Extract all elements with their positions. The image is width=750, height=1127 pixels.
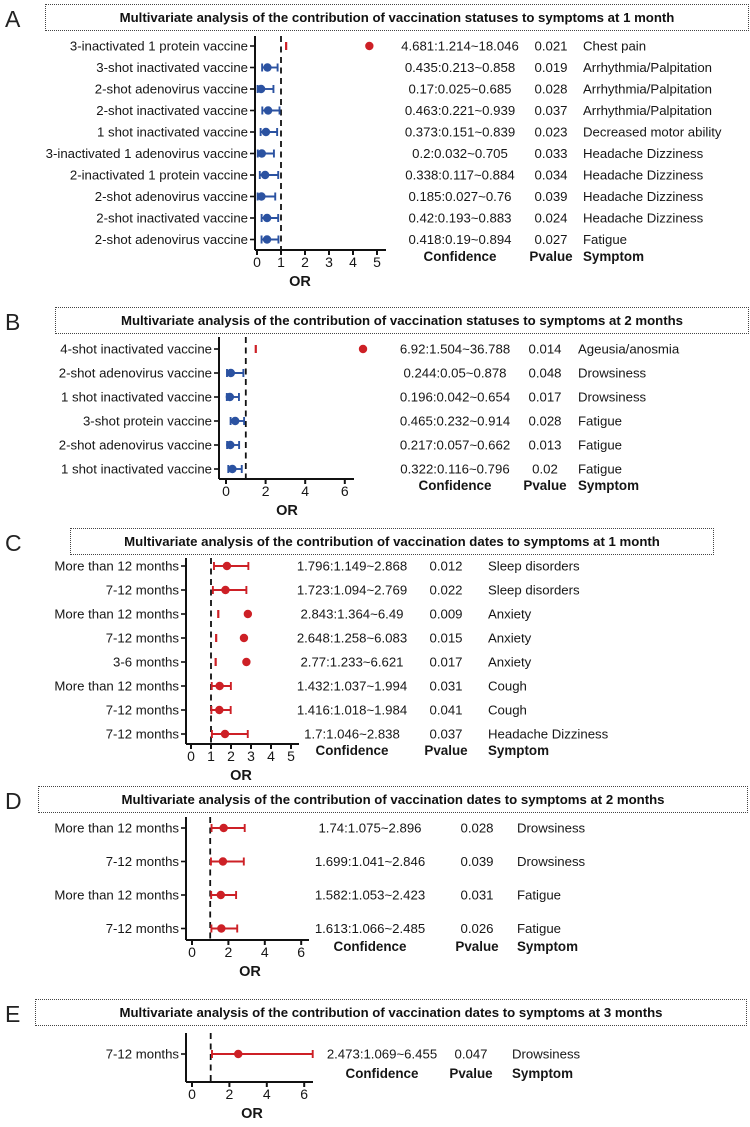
- forest-plot-A: [0, 4, 750, 306]
- symptom-value: Fatigue: [517, 921, 561, 936]
- row-label: 3-shot protein vaccine: [82, 413, 212, 429]
- confidence-value: 0.418:0.19~0.894: [408, 232, 512, 247]
- x-axis-tick-label: 4: [260, 944, 269, 960]
- symptom-value: Anxiety: [488, 630, 532, 646]
- pvalue-value: 0.037: [429, 726, 463, 742]
- confidence-value: 1.613:1.066~2.485: [314, 921, 426, 936]
- or-point: [221, 586, 229, 594]
- pvalue-value: 0.023: [534, 124, 568, 140]
- or-point: [257, 192, 265, 200]
- confidence-value: 2.843:1.364~6.49: [300, 606, 404, 622]
- confidence-value: 4.681:1.214~18.046: [401, 38, 519, 54]
- symptom-value: Drowsiness: [517, 820, 586, 836]
- symptom-value: Fatigue: [583, 232, 627, 247]
- or-point: [226, 441, 234, 449]
- row-label: More than 12 months: [54, 887, 179, 903]
- row-label: 2-shot adenovirus vaccine: [94, 81, 248, 97]
- column-header-confidence: Confidence: [315, 743, 389, 758]
- pvalue-value: 0.022: [429, 582, 463, 598]
- row-label: 3-inactivated 1 adenovirus vaccine: [45, 146, 248, 161]
- row-label: 4-shot inactivated vaccine: [60, 341, 212, 357]
- row-label: 2-shot adenovirus vaccine: [58, 437, 212, 453]
- pvalue-value: 0.02: [532, 461, 558, 477]
- pvalue-value: 0.031: [460, 887, 494, 903]
- or-point: [226, 393, 234, 401]
- x-axis-tick-label: 2: [227, 748, 235, 764]
- or-point: [263, 214, 271, 222]
- confidence-value: 6.92:1.504~36.788: [399, 341, 511, 357]
- confidence-value: 1.416:1.018~1.984: [296, 702, 408, 718]
- row-label: 7-12 months: [105, 702, 179, 718]
- x-axis-tick-label: 0: [188, 944, 196, 960]
- symptom-value: Drowsiness: [578, 365, 647, 381]
- symptom-value: Headache Dizziness: [583, 189, 704, 204]
- pvalue-value: 0.037: [534, 103, 568, 118]
- row-label: More than 12 months: [54, 558, 179, 574]
- x-axis-title: OR: [276, 503, 298, 519]
- symptom-value: Ageusia/anosmia: [578, 341, 680, 357]
- or-point: [263, 63, 271, 71]
- or-point: [219, 824, 227, 832]
- or-point: [257, 85, 265, 93]
- confidence-value: 1.432:1.037~1.994: [296, 678, 408, 694]
- forest-plot-B: [0, 307, 750, 521]
- x-axis-tick-label: 3: [325, 254, 333, 270]
- x-axis-tick-label: 4: [301, 483, 310, 499]
- symptom-value: Drowsiness: [512, 1046, 581, 1062]
- x-axis-tick-label: 4: [267, 748, 275, 764]
- pvalue-value: 0.019: [534, 60, 568, 75]
- symptom-value: Headache Dizziness: [488, 726, 609, 742]
- row-label: 3-shot inactivated vaccine: [96, 60, 248, 75]
- row-label: 2-shot inactivated vaccine: [96, 103, 248, 118]
- symptom-value: Headache Dizziness: [583, 146, 704, 161]
- symptom-value: Chest pain: [583, 38, 647, 54]
- x-axis-tick-label: 6: [300, 1086, 309, 1102]
- symptom-value: Cough: [488, 702, 527, 718]
- x-axis-tick-label: 5: [287, 748, 295, 764]
- column-header-symptom: Symptom: [512, 1066, 574, 1081]
- x-axis-tick-label: 6: [340, 483, 349, 499]
- or-point: [242, 658, 250, 666]
- symptom-value: Anxiety: [488, 606, 532, 622]
- row-label: 2-shot inactivated vaccine: [96, 210, 248, 226]
- confidence-value: 1.582:1.053~2.423: [314, 887, 426, 903]
- panel-letter-C: C: [5, 530, 22, 556]
- confidence-value: 2.473:1.069~6.455: [326, 1046, 438, 1062]
- panel-title-D: Multivariate analysis of the contribution of vaccination dates to symptoms at 2 months: [121, 792, 665, 807]
- x-axis-title: OR: [289, 274, 311, 290]
- confidence-value: 0.185:0.027~0.76: [408, 189, 512, 204]
- pvalue-value: 0.039: [460, 854, 494, 869]
- row-label: 7-12 months: [105, 1046, 179, 1062]
- confidence-value: 0.373:0.151~0.839: [404, 124, 516, 140]
- x-axis-tick-label: 0: [253, 254, 261, 270]
- row-label: 2-shot adenovirus vaccine: [94, 189, 248, 204]
- x-axis-tick-label: 0: [187, 748, 195, 764]
- x-axis-tick-label: 1: [277, 254, 285, 270]
- x-axis-tick-label: 2: [301, 254, 309, 270]
- panel-title-A: Multivariate analysis of the contribution of vaccination statuses to symptoms at 1 month: [119, 10, 675, 25]
- pvalue-value: 0.009: [429, 606, 463, 622]
- or-point: [215, 706, 223, 714]
- row-label: 2-shot adenovirus vaccine: [58, 365, 212, 381]
- x-axis-tick-label: 2: [261, 483, 270, 499]
- row-label: 1 shot inactivated vaccine: [60, 389, 212, 405]
- row-label: 3-inactivated 1 protein vaccine: [69, 38, 248, 54]
- column-header-symptom: Symptom: [517, 939, 579, 954]
- panel-title-B: Multivariate analysis of the contribution of vaccination statuses to symptoms at 2 months: [120, 313, 684, 328]
- pvalue-value: 0.028: [534, 81, 568, 97]
- or-point: [234, 1050, 242, 1058]
- symptom-value: Cough: [488, 678, 527, 694]
- confidence-value: 0.42:0.193~0.883: [408, 210, 512, 226]
- pvalue-value: 0.021: [534, 38, 568, 54]
- pvalue-value: 0.028: [460, 820, 494, 836]
- column-header-symptom: Symptom: [583, 249, 645, 264]
- panel-title-C: Multivariate analysis of the contribution of vaccination dates to symptoms at 1 month: [124, 534, 660, 549]
- symptom-value: Headache Dizziness: [583, 167, 704, 183]
- row-label: More than 12 months: [54, 820, 179, 836]
- pvalue-value: 0.039: [534, 189, 568, 204]
- column-header-confidence: Confidence: [333, 939, 407, 954]
- symptom-value: Drowsiness: [517, 854, 586, 869]
- confidence-value: 0.463:0.221~0.939: [404, 103, 516, 118]
- column-header-symptom: Symptom: [578, 478, 640, 493]
- symptom-value: Decreased motor ability: [583, 124, 722, 140]
- forest-plot-D: [0, 786, 750, 1004]
- row-label: 7-12 months: [105, 921, 179, 936]
- pvalue-value: 0.012: [429, 558, 463, 574]
- or-point: [365, 42, 373, 50]
- row-label: More than 12 months: [54, 606, 179, 622]
- x-axis-tick-label: 4: [262, 1086, 271, 1102]
- confidence-value: 1.74:1.075~2.896: [318, 820, 422, 836]
- pvalue-value: 0.047: [454, 1046, 488, 1062]
- symptom-value: Arrhythmia/Palpitation: [583, 81, 713, 97]
- pvalue-value: 0.024: [534, 210, 568, 226]
- symptom-value: Fatigue: [578, 413, 622, 429]
- column-header-pvalue: Pvalue: [455, 939, 499, 954]
- panel-E: [0, 999, 750, 1127]
- pvalue-value: 0.015: [429, 630, 463, 646]
- x-axis-tick-label: 0: [222, 483, 230, 499]
- panel-letter-E: E: [5, 1001, 21, 1027]
- column-header-pvalue: Pvalue: [449, 1066, 493, 1081]
- column-header-confidence: Confidence: [418, 478, 492, 493]
- row-label: 1 shot inactivated vaccine: [60, 461, 212, 477]
- pvalue-value: 0.041: [429, 702, 463, 718]
- or-point: [263, 235, 271, 243]
- or-point: [227, 369, 235, 377]
- row-label: 1 shot inactivated vaccine: [96, 124, 248, 140]
- symptom-value: Anxiety: [488, 654, 532, 670]
- panel-D: [0, 786, 750, 1004]
- confidence-value: 1.699:1.041~2.846: [314, 854, 426, 869]
- x-axis-tick-label: 5: [373, 254, 381, 270]
- pvalue-value: 0.027: [534, 232, 568, 247]
- confidence-value: 1.7:1.046~2.838: [304, 726, 400, 742]
- panel-title-E: Multivariate analysis of the contribution of vaccination dates to symptoms at 3 months: [119, 1005, 663, 1020]
- symptom-value: Fatigue: [517, 887, 561, 903]
- confidence-value: 0.2:0.032~0.705: [412, 146, 508, 161]
- forest-plot-C: [0, 528, 750, 788]
- or-point: [217, 924, 225, 932]
- panel-letter-B: B: [5, 309, 21, 335]
- symptom-value: Drowsiness: [578, 389, 647, 405]
- confidence-value: 0.322:0.116~0.796: [400, 461, 510, 477]
- symptom-value: Sleep disorders: [488, 558, 580, 574]
- row-label: 7-12 months: [105, 726, 179, 742]
- x-axis-tick-label: 1: [207, 748, 215, 764]
- x-axis-title: OR: [230, 768, 252, 784]
- or-point: [221, 730, 229, 738]
- row-label: 2-shot adenovirus vaccine: [94, 232, 248, 247]
- row-label: 7-12 months: [105, 582, 179, 598]
- confidence-value: 1.796:1.149~2.868: [296, 558, 408, 574]
- or-point: [244, 610, 252, 618]
- pvalue-value: 0.014: [528, 341, 562, 357]
- pvalue-value: 0.034: [534, 167, 568, 183]
- pvalue-value: 0.017: [528, 389, 562, 405]
- column-header-pvalue: Pvalue: [424, 743, 468, 758]
- pvalue-value: 0.031: [429, 678, 463, 694]
- or-point: [223, 562, 231, 570]
- column-header-pvalue: Pvalue: [523, 478, 567, 493]
- symptom-value: Arrhythmia/Palpitation: [583, 60, 713, 75]
- or-point: [228, 465, 236, 473]
- or-point: [261, 171, 269, 179]
- x-axis-tick-label: 4: [349, 254, 357, 270]
- confidence-value: 0.435:0.213~0.858: [404, 60, 516, 75]
- or-point: [264, 106, 272, 114]
- x-axis-tick-label: 0: [188, 1086, 196, 1102]
- confidence-value: 0.465:0.232~0.914: [399, 413, 511, 429]
- symptom-value: Fatigue: [578, 461, 622, 477]
- row-label: 7-12 months: [105, 854, 179, 869]
- pvalue-value: 0.033: [534, 146, 568, 161]
- or-point: [240, 634, 248, 642]
- x-axis-title: OR: [241, 1106, 263, 1122]
- or-point: [217, 891, 225, 899]
- column-header-confidence: Confidence: [423, 249, 497, 264]
- x-axis-tick-label: 2: [224, 944, 233, 960]
- column-header-pvalue: Pvalue: [529, 249, 573, 264]
- panel-A: [0, 4, 750, 306]
- or-point: [231, 417, 239, 425]
- panel-B: [0, 307, 750, 521]
- symptom-value: Sleep disorders: [488, 582, 580, 598]
- confidence-value: 1.723:1.094~2.769: [296, 582, 408, 598]
- confidence-value: 2.77:1.233~6.621: [300, 654, 404, 670]
- column-header-symptom: Symptom: [488, 743, 550, 758]
- confidence-value: 2.648:1.258~6.083: [296, 630, 408, 646]
- or-point: [219, 857, 227, 865]
- panel-C: [0, 528, 750, 788]
- row-label: 7-12 months: [105, 630, 179, 646]
- pvalue-value: 0.026: [460, 921, 494, 936]
- row-label: 3-6 months: [113, 654, 179, 670]
- confidence-value: 0.217:0.057~0.662: [399, 437, 511, 453]
- or-point: [215, 682, 223, 690]
- row-label: 2-inactivated 1 protein vaccine: [69, 167, 248, 183]
- or-point: [359, 345, 367, 353]
- symptom-value: Arrhythmia/Palpitation: [583, 103, 713, 118]
- column-header-confidence: Confidence: [345, 1066, 419, 1081]
- x-axis-tick-label: 2: [225, 1086, 234, 1102]
- symptom-value: Headache Dizziness: [583, 210, 704, 226]
- pvalue-value: 0.013: [528, 437, 562, 453]
- x-axis-title: OR: [239, 964, 261, 980]
- forest-plot-E: [0, 999, 750, 1127]
- confidence-value: 0.196:0.042~0.654: [399, 389, 511, 405]
- confidence-value: 0.244:0.05~0.878: [403, 365, 507, 381]
- symptom-value: Fatigue: [578, 437, 622, 453]
- pvalue-value: 0.028: [528, 413, 562, 429]
- row-label: More than 12 months: [54, 678, 179, 694]
- pvalue-value: 0.017: [429, 654, 463, 670]
- confidence-value: 0.338:0.117~0.884: [405, 167, 515, 183]
- panel-letter-D: D: [5, 788, 22, 814]
- x-axis-tick-label: 3: [247, 748, 255, 764]
- or-point: [258, 149, 266, 157]
- x-axis-tick-label: 6: [297, 944, 306, 960]
- panel-letter-A: A: [5, 6, 21, 32]
- confidence-value: 0.17:0.025~0.685: [408, 81, 512, 97]
- or-point: [262, 128, 270, 136]
- pvalue-value: 0.048: [528, 365, 562, 381]
